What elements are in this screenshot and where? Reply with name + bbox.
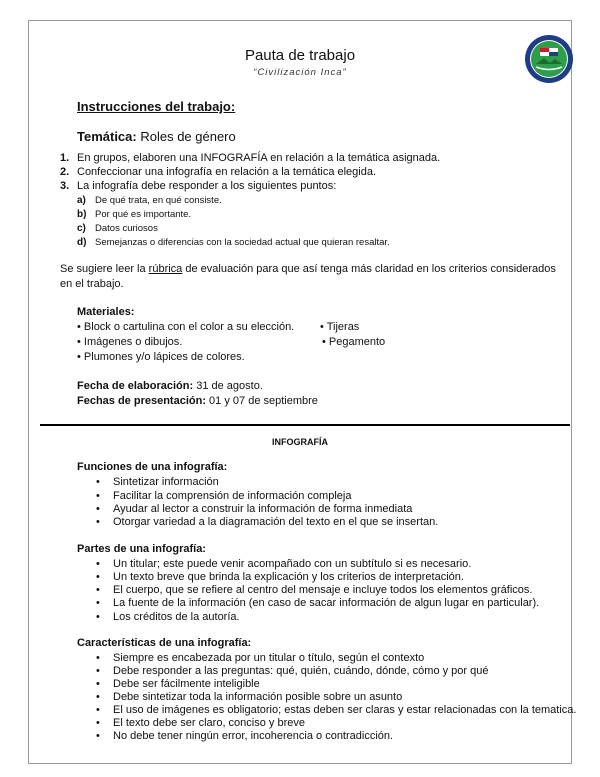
materials-heading: Materiales: xyxy=(77,306,135,318)
step-text: Confeccionar una infografía en relación a la temática elegida. xyxy=(77,166,377,178)
bullet-icon: • xyxy=(96,717,100,729)
section-divider xyxy=(40,424,570,426)
page-subtitle: “Civilización Inca” xyxy=(253,67,347,78)
fecha-presentacion-label: Fechas de presentación: xyxy=(77,395,206,407)
bullet-icon: • xyxy=(96,558,100,570)
tematica-label: Temática: xyxy=(77,129,137,144)
point-letter: d) xyxy=(77,237,87,248)
step-text: En grupos, elaboren una INFOGRAFÍA en relación a la temática asignada. xyxy=(77,152,441,164)
page-title: Pauta de trabajo xyxy=(244,47,356,64)
list-item-text: Debe responder a las preguntas: qué, quién, cuándo, dónde, cómo y por qué xyxy=(113,665,489,677)
fecha-elaboracion xyxy=(77,380,263,392)
point-letter: b) xyxy=(77,209,87,220)
bullet-icon: • xyxy=(96,584,100,596)
tematica-line xyxy=(77,129,236,144)
point-text: De qué trata, en qué consiste. xyxy=(95,195,222,206)
bullet-icon: • xyxy=(96,516,100,528)
suggestion-text: Se sugiere leer la xyxy=(60,263,149,275)
step-number: 2. xyxy=(60,166,70,178)
point-letter: a) xyxy=(77,195,86,206)
bullet-icon: • xyxy=(96,665,100,677)
bullet-icon: • xyxy=(96,730,100,742)
list-item-text: La fuente de la información (en caso de sacar información de algun lugar en particular). xyxy=(113,597,540,609)
list-item-text: El cuerpo, que se refiere al centro del mensaje e incluye todos los elementos gráficos. xyxy=(113,584,533,596)
list-item-text: Un titular; este puede venir acompañado con un subtítulo si es necesario. xyxy=(113,558,472,570)
list-item-text: Un texto breve que brinda la explicación y los criterios de interpretación. xyxy=(113,571,464,583)
list-item-text: Siempre es encabezada por un titular o título, según el contexto xyxy=(113,652,425,664)
point-letter: c) xyxy=(77,223,86,234)
partes-heading: Partes de una infografía: xyxy=(77,543,206,555)
fecha-presentacion xyxy=(77,395,318,407)
bullet-icon: • xyxy=(96,611,100,623)
point-text: Por qué es importante. xyxy=(95,209,192,220)
funciones-heading: Funciones de una infografía: xyxy=(77,461,228,473)
material-item: • Plumones y/o lápices de colores. xyxy=(77,351,245,363)
suggestion-paragraph xyxy=(60,262,570,292)
list-item-text: El uso de imágenes es obligatorio; estas deben ser claras y estar relacionadas con la tematica. xyxy=(113,704,577,716)
bullet-icon: • xyxy=(96,678,100,690)
list-item-text: Los créditos de la autoría. xyxy=(113,611,240,623)
step-text: La infografía debe responder a los siguientes puntos: xyxy=(77,180,337,192)
list-item-text: No debe tener ningún error, incoherencia o contradicción. xyxy=(113,730,394,742)
list-item-text: Facilitar la comprensión de información compleja xyxy=(113,490,352,502)
list-item-text: Debe ser fácilmente inteligible xyxy=(113,678,260,690)
material-item: • Imágenes o dibujos. xyxy=(77,336,183,348)
fecha-elaboracion-value: 31 de agosto. xyxy=(193,380,263,392)
list-item-text: El texto debe ser claro, conciso y breve xyxy=(113,717,305,729)
suggestion-text: de evaluación para que así tenga más claridad en los criterios considerados en el trabajo. xyxy=(60,263,556,290)
bullet-icon: • xyxy=(96,490,100,502)
list-item-text: Debe sintetizar toda la información posible sobre un asunto xyxy=(113,691,403,703)
caracteristicas-heading: Características de una infografía: xyxy=(77,637,252,649)
point-text: Datos curiosos xyxy=(95,223,158,234)
rubrica-link[interactable]: rúbrica xyxy=(148,263,183,275)
list-item-text: Sintetizar información xyxy=(113,476,219,488)
tematica-value: Roles de género xyxy=(136,129,236,144)
infografia-heading: INFOGRAFÍA xyxy=(272,437,328,447)
instructions-heading: Instrucciones del trabajo: xyxy=(77,99,236,114)
step-number: 1. xyxy=(60,152,70,164)
bullet-icon: • xyxy=(96,571,100,583)
list-item-text: Otorgar variedad a la diagramación del texto en el que se insertan. xyxy=(113,516,439,528)
fecha-presentacion-value: 01 y 07 de septiembre xyxy=(206,395,318,407)
bullet-icon: • xyxy=(96,704,100,716)
bullet-icon: • xyxy=(96,652,100,664)
bullet-icon: • xyxy=(96,691,100,703)
bullet-icon: • xyxy=(96,597,100,609)
material-item: • Tijeras xyxy=(320,321,360,333)
fecha-elaboracion-label: Fecha de elaboración: xyxy=(77,380,194,392)
material-item: • Pegamento xyxy=(322,336,386,348)
step-number: 3. xyxy=(60,180,70,192)
bullet-icon: • xyxy=(96,476,100,488)
point-text: Semejanzas o diferencias con la sociedad actual que quieran resaltar. xyxy=(95,237,390,248)
list-item-text: Ayudar al lector a construir la información de forma inmediata xyxy=(113,503,413,515)
bullet-icon: • xyxy=(96,503,100,515)
material-item: • Block o cartulina con el color a su elección. xyxy=(77,321,295,333)
